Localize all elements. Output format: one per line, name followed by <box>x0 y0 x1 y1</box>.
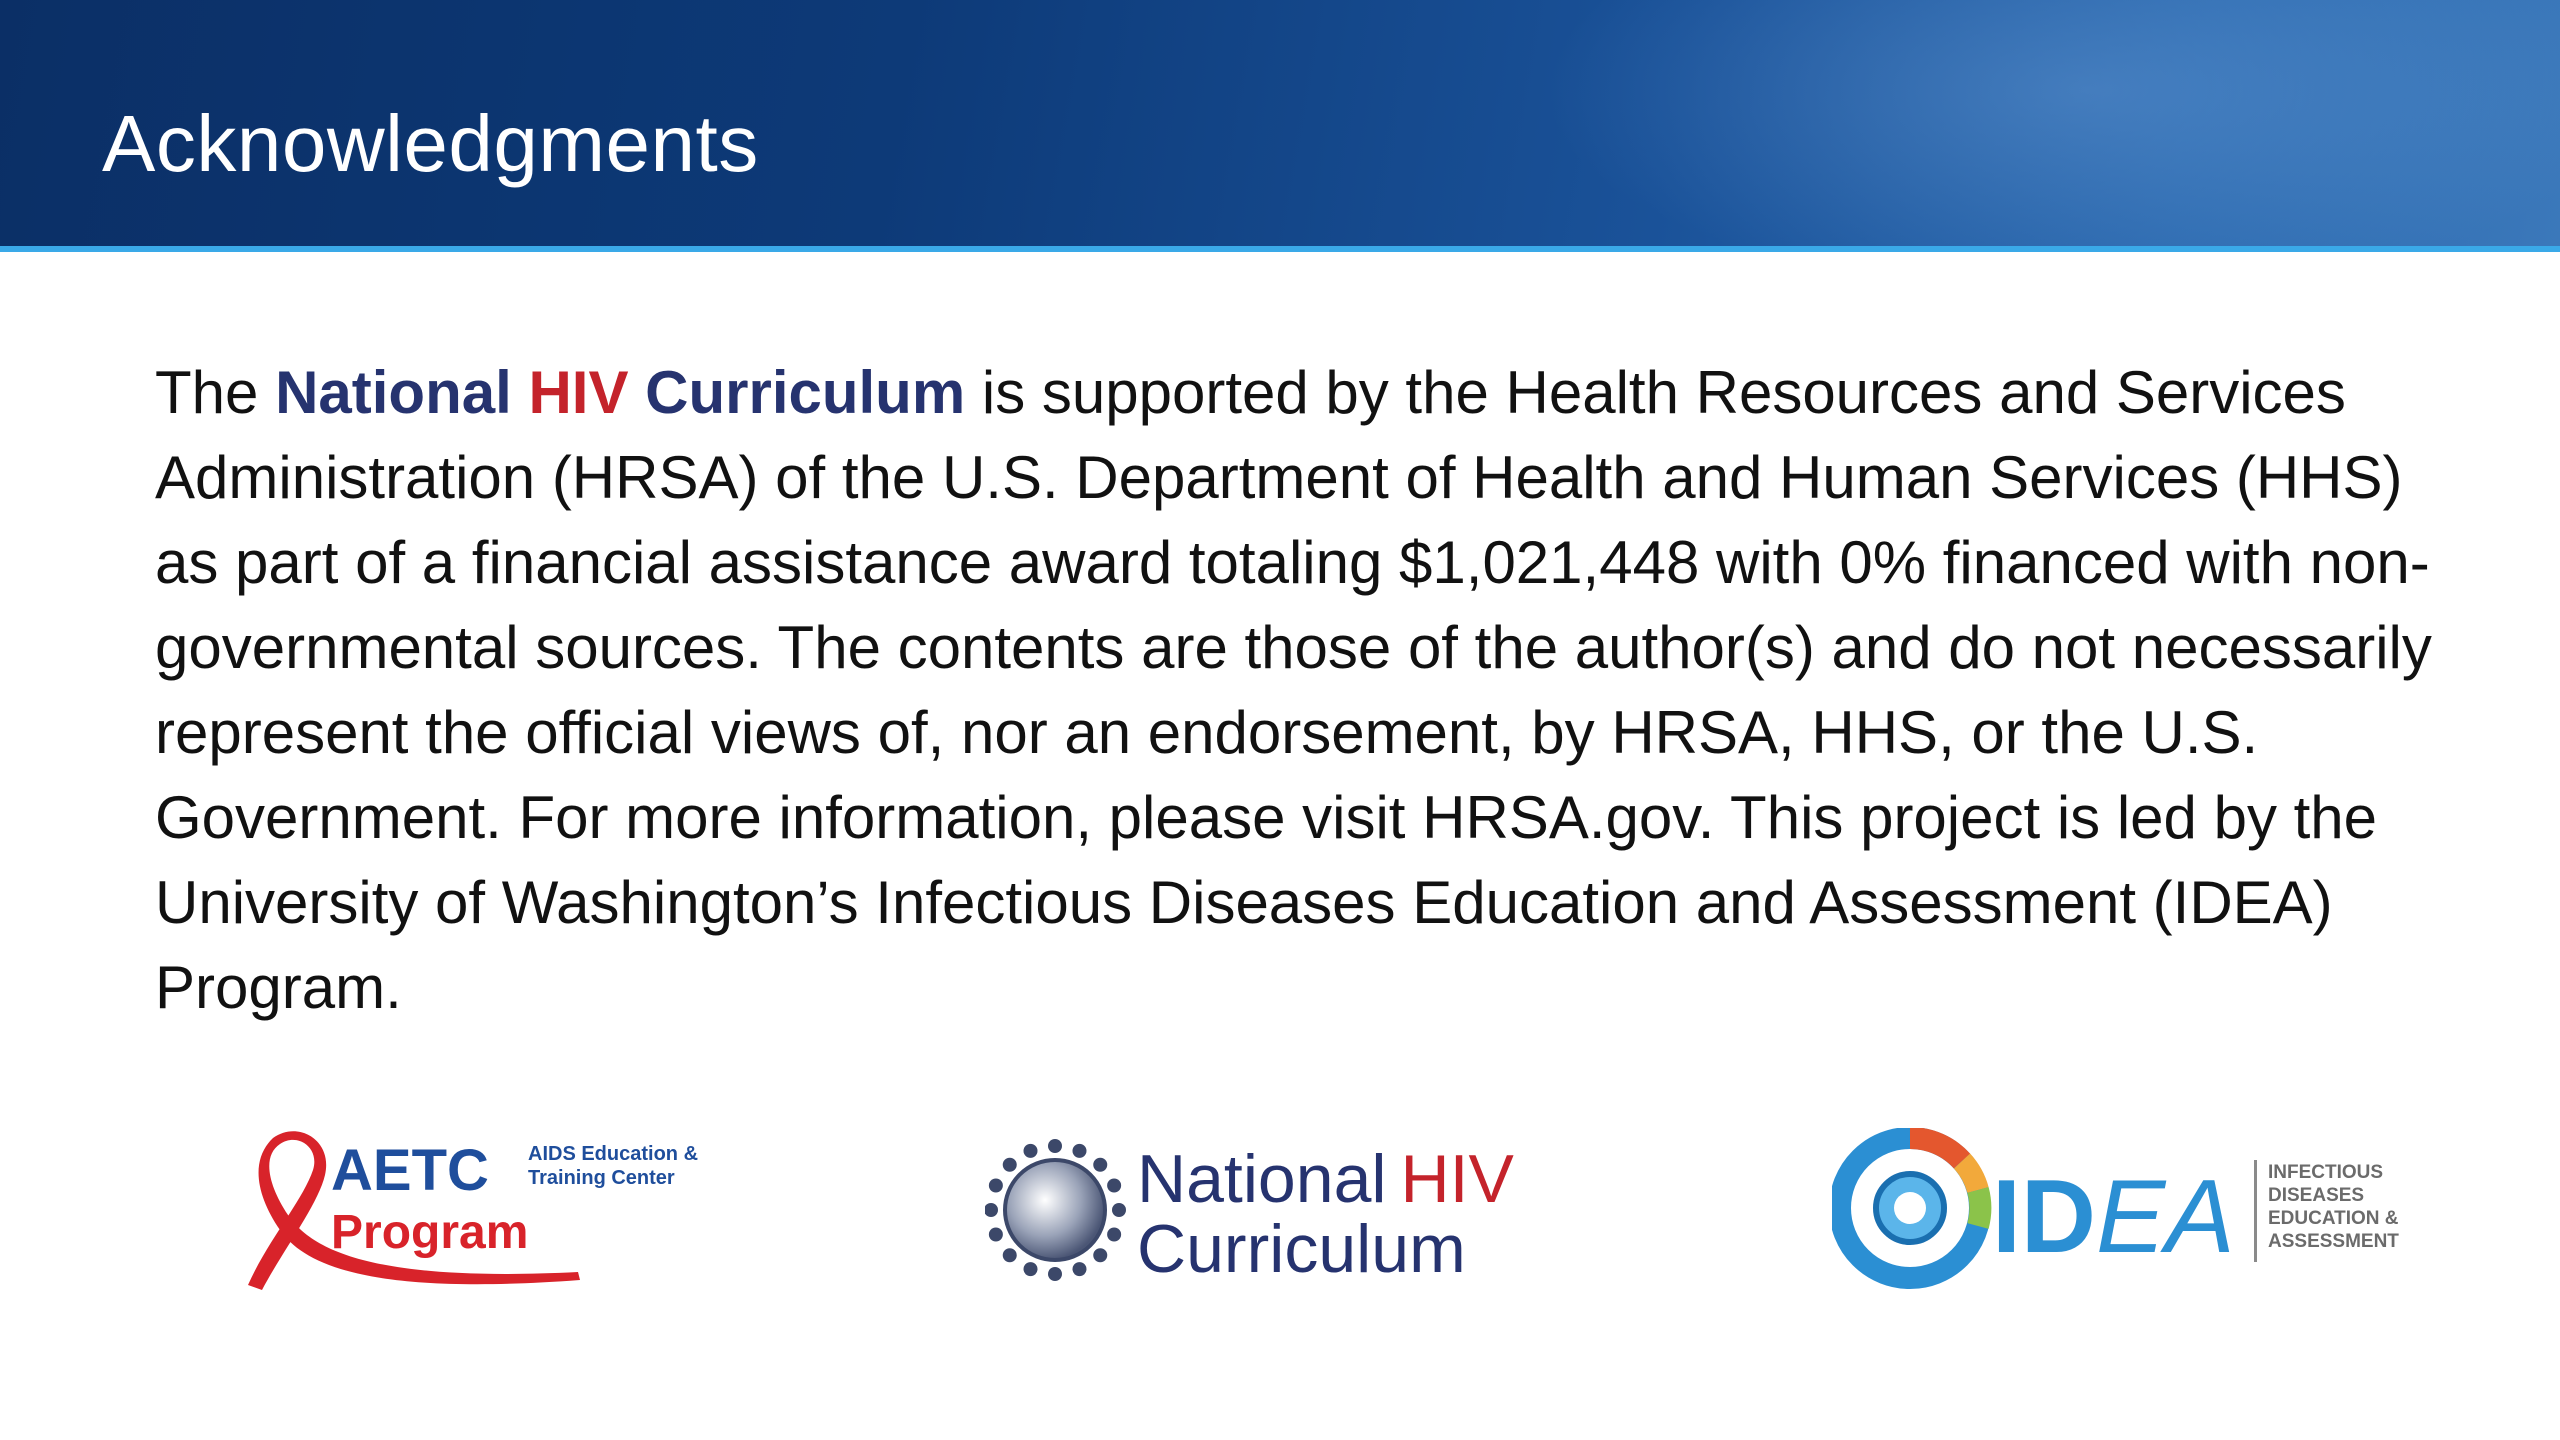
virus-spike <box>1003 1248 1017 1262</box>
idea-desc-1: INFECTIOUS <box>2268 1162 2384 1183</box>
idea-acronym <box>1992 1159 2235 1275</box>
nhc-logo-national <box>1137 1141 1515 1217</box>
virus-spike <box>1107 1227 1121 1241</box>
banner-glow <box>1540 0 2560 252</box>
idea-acronym-id: ID <box>1992 1159 2096 1275</box>
paragraph-body: is supported by the Health Resources and Services Administration (HRSA) of the U.S. Department of Health and Human Services (HHS) as part of a financial assistance award totaling $1,021,448 with 0% financed with non-governmental sources. The contents are those of the author(s) and do not necessarily represent the official views of, nor an endorsement, by HRSA, HHS, or the U.S. Government. For more information, please visit HRSA.gov. This project is led by the University of Washington’s Infectious Diseases Education and Assessment (IDEA) Program. <box>155 359 2432 1021</box>
virus-spike <box>1048 1139 1062 1153</box>
nhc-logo-curriculum: Curriculum <box>1137 1211 1466 1287</box>
title-banner <box>0 0 2560 252</box>
virus-spike <box>1003 1158 1017 1172</box>
idea-program-logo <box>1832 1128 2412 1290</box>
acknowledgment-paragraph <box>155 350 2455 1030</box>
idea-desc-2: DISEASES <box>2268 1185 2365 1206</box>
nhc-logo-national-word: National <box>1137 1141 1387 1217</box>
virus-spike <box>1093 1158 1107 1172</box>
org-name-hiv: HIV <box>528 359 629 426</box>
virus-spike <box>1112 1203 1126 1217</box>
org-name-curriculum: Curriculum <box>645 359 966 426</box>
virus-spike <box>985 1203 998 1217</box>
virus-spike <box>1093 1248 1107 1262</box>
idea-desc-4: ASSESSMENT <box>2268 1231 2399 1252</box>
virus-spike <box>1072 1144 1086 1158</box>
virus-spike <box>1024 1262 1038 1276</box>
aetc-program-label: Program <box>331 1206 529 1259</box>
virus-spike <box>1072 1262 1086 1276</box>
idea-acronym-ea: EA <box>2096 1159 2235 1275</box>
aetc-acronym: AETC <box>331 1138 489 1203</box>
aetc-tagline-2: Training Center <box>528 1167 675 1189</box>
nhc-logo-hiv-word: HIV <box>1400 1141 1514 1217</box>
virus-spike <box>1024 1144 1038 1158</box>
virus-icon <box>985 1139 1126 1281</box>
national-hiv-curriculum-logo <box>985 1130 1605 1290</box>
idea-divider <box>2254 1160 2257 1262</box>
aetc-tagline-1: AIDS Education & <box>528 1143 699 1165</box>
org-name-national: National <box>275 359 512 426</box>
virus-spike <box>989 1227 1003 1241</box>
paragraph-intro: The <box>155 359 276 426</box>
virus-spike <box>1048 1267 1062 1281</box>
virus-spike <box>1107 1179 1121 1193</box>
idea-desc-3: EDUCATION & <box>2268 1208 2399 1229</box>
idea-ring-icon <box>1840 1138 1980 1278</box>
virus-spike <box>989 1179 1003 1193</box>
banner-accent-rule <box>0 246 2560 252</box>
aetc-program-logo <box>228 1130 718 1290</box>
slide-title: Acknowledgments <box>102 99 759 188</box>
